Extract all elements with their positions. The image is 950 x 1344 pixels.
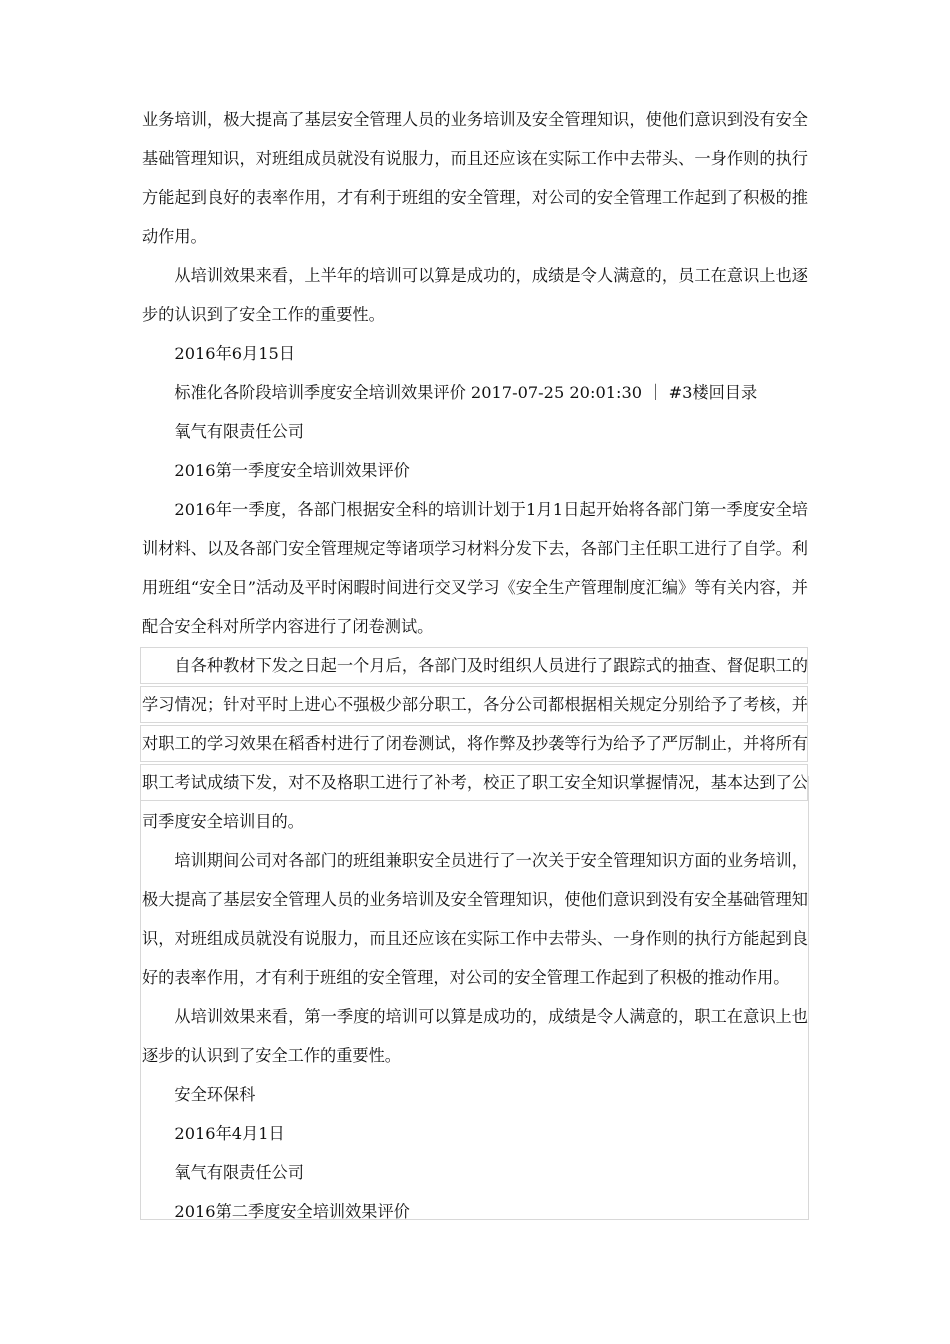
paragraph-date-2: 2016年4月1日 <box>174 1124 285 1143</box>
paragraph-q1-followup: 自各种教材下发之日起一个月后，各部门及时组织人员进行了跟踪式的抽查、督促职工的学习情况；针对平时上进心不强极少部分职工，各分公司都根据相关规定分别给予了考核，并对职工的学习效果在稻香村进行了闭卷测试，将作弊及抄袭等行为给予了严厉制止，并将所有职工考试成绩下发，对不及格职工进行了补考，校正了职工安全知识掌握情况，基本达到了公司季度安全培训目的。 <box>142 656 808 831</box>
paragraph-q1-training: 培训期间公司对各部门的班组兼职安全员进行了一次关于安全管理知识方面的业务培训，极大提高了基层安全管理人员的业务培训及安全管理知识，使他们意识到没有安全基础管理知识，对班组成员就没有说服力，而且还应该在实际工作中去带头、一身作则的执行方能起到良好的表率作用，才有利于班组的安全管理，对公司的安全管理工作起到了积极的推动作用。 <box>142 851 808 987</box>
paragraph-company-name-2: 氧气有限责任公司 <box>174 1163 304 1182</box>
paragraph-post-header: 标准化各阶段培训季度安全培训效果评价 2017-07-25 20:01:30 ｜ #3楼回目录 <box>174 383 758 402</box>
paragraph-department: 安全环保科 <box>174 1085 256 1104</box>
paragraph-half-year-result: 从培训效果来看，上半年的培训可以算是成功的，成绩是令人满意的，员工在意识上也逐步的认识到了安全工作的重要性。 <box>142 266 808 324</box>
paragraph-date: 2016年6月15日 <box>174 344 296 363</box>
paragraph-training-summary: 业务培训，极大提高了基层安全管理人员的业务培训及安全管理知识，使他们意识到没有安全基础管理知识，对班组成员就没有说服力，而且还应该在实际工作中去带头、一身作则的执行方能起到良好的表率作用，才有利于班组的安全管理，对公司的安全管理工作起到了积极的推动作用。 <box>142 110 808 246</box>
paragraph-q1-title: 2016第一季度安全培训效果评价 <box>174 461 410 480</box>
paragraph-q2-title: 2016第二季度安全培训效果评价 <box>174 1202 410 1221</box>
boxed-paragraph-block <box>142 646 808 841</box>
paragraph-company-name: 氧气有限责任公司 <box>174 422 304 441</box>
paragraph-q1-intro: 2016年一季度，各部门根据安全科的培训计划于1月1日起开始将各部门第一季度安全培训材料、以及各部门安全管理规定等诸项学习材料分发下去，各部门主任职工进行了自学。利用班组“安全日”活动及平时闲暇时间进行交叉学习《安全生产管理制度汇编》等有关内容，并配合安全科对所学内容进行了闭卷测试。 <box>142 500 808 636</box>
paragraph-q1-result: 从培训效果来看，第一季度的培训可以算是成功的，成绩是令人满意的，职工在意识上也逐步的认识到了安全工作的重要性。 <box>142 1007 808 1065</box>
document-body <box>142 100 808 1231</box>
